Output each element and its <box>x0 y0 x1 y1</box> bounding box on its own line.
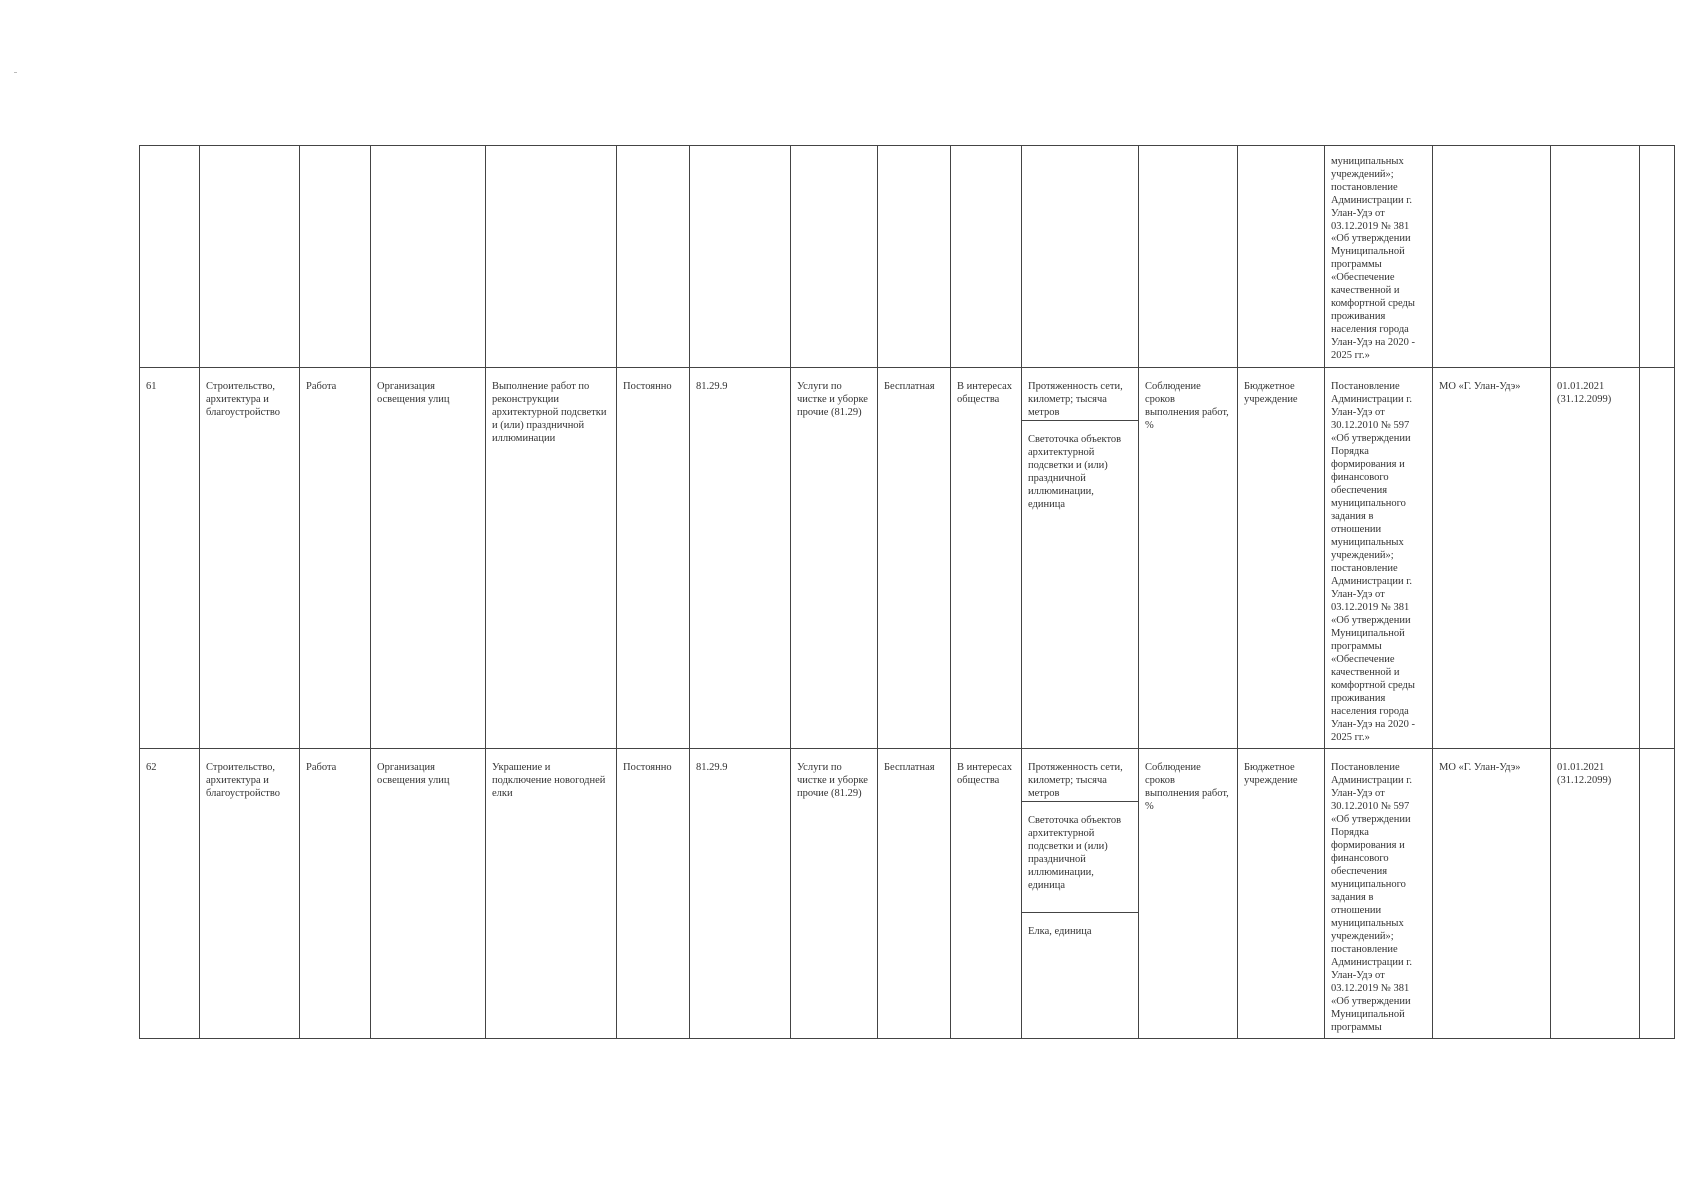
cell-institution-type <box>1238 146 1325 368</box>
cell-extra <box>1640 748 1675 1038</box>
cell-payment <box>878 146 951 368</box>
cell-extra <box>1640 367 1675 748</box>
cell-legal-basis: Постановление Администрации г. Улан-Удэ от 30.12.2010 № 597 «Об утверждении Порядка формирования и финансового обеспечения муниципального задания в отношении муниципальных учреждений»; постановление Администрации г. Улан-Удэ от 03.12.2019 № 381 «Об утверждении Муниципальной программы «Обеспечение качественной и комфортной среды проживания населения города Улан-Удэ на 2020 - 2025 гг.» <box>1325 367 1433 748</box>
cell-service-name: Организация освещения улиц <box>371 748 486 1038</box>
cell-founder: МО «Г. Улан-Удэ» <box>1433 748 1551 1038</box>
cell-volume-indicators <box>1022 367 1139 748</box>
cell-legal-basis: муниципальных учреждений»; постановление Администрации г. Улан-Удэ от 03.12.2019 № 381 «Об утверждении Муниципальной программы «Обеспечение качественной и комфортной среды проживания населения города Улан-Удэ на 2020 - 2025 гг.» <box>1325 146 1433 368</box>
cell-okved-code: 81.29.9 <box>690 367 791 748</box>
cell-condition: Постоянно <box>617 367 690 748</box>
cell-period <box>1551 146 1640 368</box>
cell-type <box>300 146 371 368</box>
cell-quality-indicator <box>1139 146 1238 368</box>
cell-sphere: Строительство, архитектура и благоустройство <box>200 748 300 1038</box>
cell-condition: Постоянно <box>617 748 690 1038</box>
cell-period: 01.01.2021 (31.12.2099) <box>1551 367 1640 748</box>
volume-indicator: Протяженность сети, километр; тысяча метров <box>1022 749 1138 802</box>
volume-indicator: Светоточка объектов архитектурной подсветки и (или) праздничной иллюминации, единица <box>1028 433 1122 510</box>
cell-period: 01.01.2021 (31.12.2099) <box>1551 748 1640 1038</box>
cell-okved-code: 81.29.9 <box>690 748 791 1038</box>
cell-sphere: Строительство, архитектура и благоустройство <box>200 367 300 748</box>
cell-type: Работа <box>300 367 371 748</box>
cell-number <box>140 146 200 368</box>
cell-sphere <box>200 146 300 368</box>
cell-institution-type: Бюджетное учреждение <box>1238 748 1325 1038</box>
cell-okved-name: Услуги по чистке и уборке прочие (81.29) <box>791 367 878 748</box>
cell-extra <box>1640 146 1675 368</box>
volume-indicator: Светоточка объектов архитектурной подсветки и (или) праздничной иллюминации, единица <box>1022 802 1138 913</box>
cell-legal-basis: Постановление Администрации г. Улан-Удэ от 30.12.2010 № 597 «Об утверждении Порядка формирования и финансового обеспечения муниципального задания в отношении муниципальных учреждений»; постановление Администрации г. Улан-Удэ от 03.12.2019 № 381 «Об утверждении Муниципальной программы <box>1325 748 1433 1038</box>
cell-payment: Бесплатная <box>878 748 951 1038</box>
cell-payment: Бесплатная <box>878 367 951 748</box>
table-row <box>140 367 1675 748</box>
cell-service-name <box>371 146 486 368</box>
cell-volume-indicators <box>1022 748 1139 1038</box>
cell-okved-name <box>791 146 878 368</box>
cell-founder <box>1433 146 1551 368</box>
cell-content: Украшение и подключение новогодней елки <box>486 748 617 1038</box>
cell-type: Работа <box>300 748 371 1038</box>
cell-founder: МО «Г. Улан-Удэ» <box>1433 367 1551 748</box>
cell-institution-type: Бюджетное учреждение <box>1238 367 1325 748</box>
cell-volume-indicators <box>1022 146 1139 368</box>
cell-okved-code <box>690 146 791 368</box>
table-row-continuation <box>140 146 1675 368</box>
cell-condition <box>617 146 690 368</box>
cell-quality-indicator: Соблюдение сроков выполнения работ, % <box>1139 748 1238 1038</box>
volume-indicator: Елка, единица <box>1028 925 1092 937</box>
scan-speck <box>14 72 17 73</box>
table-row <box>140 748 1675 1038</box>
volume-indicator: Протяженность сети, километр; тысяча метров <box>1022 368 1138 421</box>
registry-table <box>139 145 1675 1039</box>
cell-service-name: Организация освещения улиц <box>371 367 486 748</box>
cell-consumers <box>951 146 1022 368</box>
cell-consumers: В интересах общества <box>951 367 1022 748</box>
cell-quality-indicator: Соблюдение сроков выполнения работ, % <box>1139 367 1238 748</box>
cell-consumers: В интересах общества <box>951 748 1022 1038</box>
cell-number: 62 <box>140 748 200 1038</box>
cell-number: 61 <box>140 367 200 748</box>
cell-okved-name: Услуги по чистке и уборке прочие (81.29) <box>791 748 878 1038</box>
cell-content <box>486 146 617 368</box>
cell-content: Выполнение работ по реконструкции архитектурной подсветки и (или) праздничной иллюминации <box>486 367 617 748</box>
